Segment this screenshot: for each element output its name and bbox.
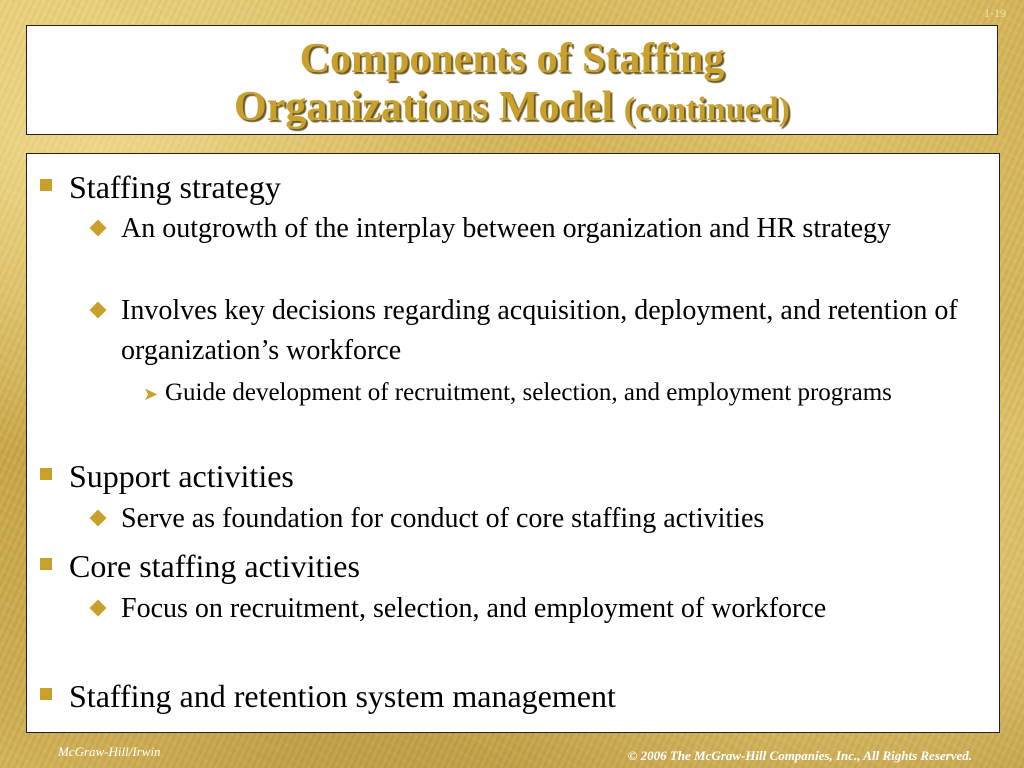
slide-number: 1-19 — [984, 6, 1006, 20]
content-box — [26, 153, 1000, 733]
bullet-retention-management — [69, 680, 616, 712]
arrowhead-bullet-icon: ➤ — [143, 384, 159, 405]
square-bullet-icon — [40, 468, 52, 480]
diamond-bullet-icon — [90, 220, 107, 237]
bullet-text: Core staffing activities — [69, 548, 360, 584]
bullet-core-staffing — [69, 550, 360, 582]
square-bullet-icon — [40, 179, 52, 191]
diamond-bullet-icon — [90, 600, 107, 617]
square-bullet-icon — [40, 558, 52, 570]
footer-publisher: McGraw-Hill/Irwin — [58, 744, 161, 759]
bullet-outgrowth — [121, 209, 991, 249]
bullet-support-activities — [69, 460, 294, 492]
bullet-text: Staffing strategy — [69, 169, 281, 205]
bullet-text: An outgrowth of the interplay between organization and HR strategy — [121, 213, 892, 244]
bullet-staffing-strategy — [69, 171, 281, 203]
bullet-text: Support activities — [69, 458, 294, 494]
bullet-text: Focus on recruitment, selection, and employment of workforce — [121, 593, 827, 624]
bullet-focus-recruitment — [121, 589, 991, 629]
bullet-text: Staffing and retention system management — [69, 678, 616, 714]
square-bullet-icon — [40, 688, 52, 700]
diamond-bullet-icon — [90, 510, 107, 527]
bullet-guide-development — [143, 374, 985, 412]
title-box — [26, 25, 998, 135]
slide-title-line1: Components of Staffing — [299, 36, 725, 82]
slide-title-suffix: (continued) — [623, 91, 790, 128]
bullet-foundation — [121, 499, 991, 539]
bullet-key-decisions — [121, 291, 991, 371]
bullet-text: Involves key decisions regarding acquisition, deployment, and retention of organization’s workforce — [121, 295, 958, 366]
slide-title-main: Organizations Model — [234, 84, 614, 130]
bullet-text: Serve as foundation for conduct of core staffing activities — [121, 503, 765, 534]
bullet-text: Guide development of recruitment, selection, and employment programs — [165, 379, 892, 406]
footer-copyright: © 2006 The McGraw-Hill Companies, Inc., All Rights Reserved. — [627, 748, 972, 763]
diamond-bullet-icon — [90, 302, 107, 319]
slide-title-line2 — [27, 86, 997, 128]
